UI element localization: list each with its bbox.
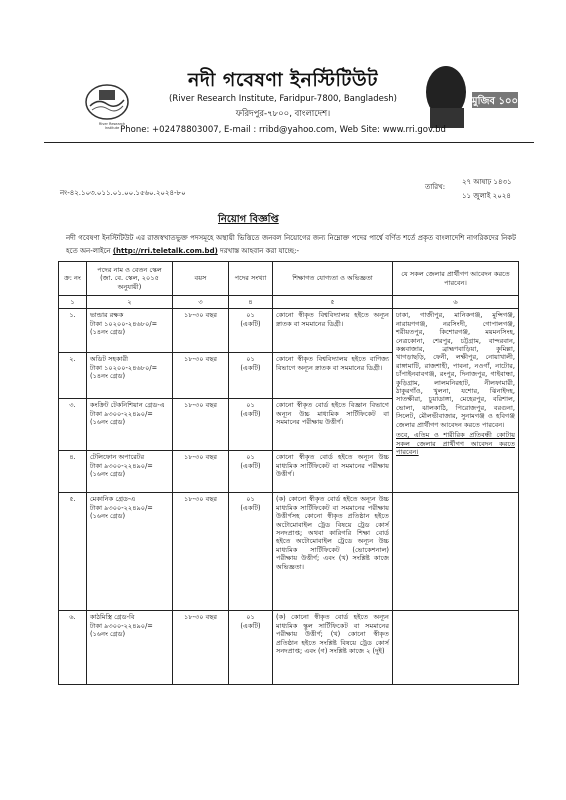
count-cell	[229, 353, 273, 399]
date-bangla: ২৭ আষাঢ় ১৪৩১	[462, 178, 512, 186]
col-header-qualification: শিক্ষাগত যোগ্যতা ও অভিজ্ঞতা	[273, 262, 393, 296]
post-cell	[87, 353, 173, 399]
notice-title: নিয়োগ বিজ্ঞপ্তি	[218, 214, 279, 225]
age-cell: ১৮-৩০ বছর	[173, 611, 229, 685]
logo-caption: River Research Institute	[98, 122, 126, 130]
age-cell: ১৮-৩০ বছর	[173, 493, 229, 611]
post-count: ০১	[246, 495, 255, 504]
age-cell: ১৮-৩০ বছর	[173, 451, 229, 493]
serial-cell: ৬.	[59, 611, 87, 685]
pay-grade: (১৪নং গ্রেড)	[90, 328, 126, 337]
post-count: ০১	[246, 613, 255, 622]
qualification-cell: (ক) কোনো স্বীকৃত বোর্ড হইতে অন্যূন মাধ্যমিক স্কুল সার্টিফিকেট বা সমমানের পরীক্ষায় উত্তীর্ণ; (খ) কোনো স্বীকৃত প্রতিষ্ঠান হইতে সংশ্লিষ্ট বিষয়ে ট্রেড কোর্স সনদপ্রাপ্ত; এবং (গ) সংশ্লিষ্ট কাজে ২ (দুই)	[273, 611, 393, 685]
serial-cell: ৪.	[59, 451, 87, 493]
post-name: কংক্রিট টেকনিশিয়ান গ্রেড-এ	[90, 401, 165, 410]
count-cell	[229, 451, 273, 493]
pay-grade: (১৬নং গ্রেড)	[90, 470, 126, 479]
col-number: ২	[87, 296, 173, 309]
header-divider	[44, 142, 534, 143]
serial-cell: ২.	[59, 353, 87, 399]
pay-grade: (১৬নং গ্রেড)	[90, 512, 126, 521]
post-count-words: (একটি)	[240, 409, 261, 418]
intro-text-end: দরখাস্ত আহবান করা যাচ্ছে:-	[220, 246, 299, 255]
pay-scale: টাকা ৯৩০০-২২৪৯০/=	[90, 409, 153, 418]
qualification-cell: কোনো স্বীকৃত বোর্ড হইতে বিজ্ঞান বিভাগে অন্যূন উচ্চ মাধ্যমিক সার্টিফিকেট বা সমমানের পরীক্ষায় উত্তীর্ণ।	[273, 399, 393, 451]
count-cell	[229, 399, 273, 451]
empty-cell	[393, 611, 519, 685]
col-number: ১	[59, 296, 87, 309]
pay-grade: (১৪নং গ্রেড)	[90, 372, 126, 381]
pay-scale: টাকা ১০২০০-২৪৬৮০/=	[90, 363, 158, 372]
post-cell	[87, 451, 173, 493]
post-cell	[87, 493, 173, 611]
post-count-words: (একটি)	[240, 621, 261, 630]
col-header-districts: যে সকল জেলার প্রার্থীগণ আবেদন করতে পারবেন।	[393, 262, 519, 296]
serial-cell: ৫.	[59, 493, 87, 611]
qualification-cell: কোনো স্বীকৃত বিশ্ববিদ্যালয় হইতে অন্যূন স্নাতক বা সমমানের ডিগ্রী।	[273, 309, 393, 353]
count-cell	[229, 493, 273, 611]
post-name: অডিট সহকারী	[90, 355, 128, 364]
org-name-bn: নদী গবেষণা ইনস্টিটিউট	[188, 69, 378, 91]
qualification-cell: (ক) কোনো স্বীকৃত বোর্ড হইতে অন্যূন উচ্চ মাধ্যমিক সার্টিফিকেট বা সমমানের পরীক্ষায় উত্তীর্ণসহ কোনো স্বীকৃত প্রতিষ্ঠান হইতে অটোমোবাইল ট্রেড বিষয়ে ট্রেড কোর্স সনদপ্রাপ্ত; অথবা কারিগরি শিক্ষা বোর্ড হইতে অটোমোবাইল ট্রেডে অন্যূন উচ্চ মাধ্যমিক সার্টিফিকেট (ভোকেশনাল) পরীক্ষায় উত্তীর্ণ; এবং (খ) সংশ্লিষ্ট কাজে অভিজ্ঞতা।	[273, 493, 393, 611]
post-name: ভান্ডার রক্ষক	[90, 311, 124, 320]
eligible-districts: ঢাকা, গাজীপুর, মানিকগঞ্জ, মুন্সিগঞ্জ, নারায়ণগঞ্জ, নরসিংদী, গোপালগঞ্জ, শরীয়তপুর, কিশোরগঞ্জ, ময়মনসিংহ, নেত্রকোনা, শেরপুর, চট্টগ্রাম, বান্দরবান, কক্সবাজার, ব্রাহ্মণবাড়িয়া, কুমিল্লা, খাগড়াছড়ি, ফেনী, লক্ষীপুর, নোয়াখালী, রাঙ্গামাটি, রাজশাহী, পাবনা, নওগাঁ, নাটোর, চাঁপাইনবাবগঞ্জ, রংপুর, দিনাজপুর, গাইবান্ধা, কুড়িগ্রাম, লালমনিরহাট, নীলফামারী, ঠাকুরগাঁও, খুলনা, যশোর, ঝিনাইদহ, সাতক্ষীরা, চুয়াডাঙ্গা, মেহেরপুর, বরিশাল, ভোলা, ঝালকাঠি, পিরোজপুর, বরগুনা, সিলেট, মৌলভীবাজার, সুনামগঞ্জ ও হবিগঞ্জ জেলার প্রার্থীগণ আবেদন করতে পারবেন।	[396, 311, 515, 429]
pay-grade: (১৬নং গ্রেড)	[90, 630, 126, 639]
portrait-caption: মুজিব ১০০	[472, 96, 518, 107]
col-header-count: পদের সংখ্যা	[229, 262, 273, 296]
post-cell	[87, 309, 173, 353]
memo-number: নং-৪২.১০৩.০১১.০১.০০.১৫৬০.২০২৪-৮০	[60, 189, 186, 197]
post-count: ০১	[246, 453, 255, 462]
pay-scale: টাকা ৯৩০০-২২৪৯০/=	[90, 503, 153, 512]
pay-scale: টাকা ৯৩০০-২২৪৯০/=	[90, 621, 153, 630]
post-cell	[87, 611, 173, 685]
eligible-districts-cell	[393, 309, 519, 493]
vacancy-table	[58, 261, 519, 685]
serial-cell: ৩.	[59, 399, 87, 451]
notice-intro	[66, 232, 516, 257]
age-cell: ১৮-৩০ বছর	[173, 309, 229, 353]
col-number: ৩	[173, 296, 229, 309]
post-count: ০১	[246, 401, 255, 410]
serial-cell: ১.	[59, 309, 87, 353]
org-address: ফরিদপুর-৭৮০০, বাংলাদেশ।	[235, 109, 331, 119]
date-label: তারিখ:	[425, 183, 446, 191]
application-link[interactable]: (http://rri.teletalk.com.bd)	[112, 246, 218, 255]
post-name: কাঠমিস্ত্রি গ্রেড-বি	[90, 613, 135, 622]
column-number-row	[59, 296, 519, 309]
post-name: টেলিফোন অপারেটর	[90, 453, 145, 462]
eligible-note: তবে, এতিম ও শারীরিক প্রতিবন্ধী কোটায় সকল জেলার প্রার্থীগণ আবেদন করতে পারবেন।	[396, 431, 515, 456]
table-row	[59, 309, 519, 353]
org-name-en: (River Research Institute, Faridpur-7800, Bangladesh)	[169, 94, 397, 104]
post-count-words: (একটি)	[240, 503, 261, 512]
pay-scale: টাকা ৯৩০০-২২৪৯০/=	[90, 461, 153, 470]
count-cell	[229, 309, 273, 353]
pay-scale: টাকা ১০২০০-২৪৬৮০/=	[90, 319, 158, 328]
contact-line: Phone: +02478803007, E-mail : rribd@yahoo.com, Web Site: www.rri.gov.bd	[120, 125, 446, 135]
table-header-row	[59, 262, 519, 296]
table-row	[59, 493, 519, 611]
qualification-cell: কোনো স্বীকৃত বোর্ড হইতে অন্যূন উচ্চ মাধ্যমিক সার্টিফিকেট বা সমমানের পরীক্ষায় উত্তীর্ণ।	[273, 451, 393, 493]
post-count-words: (একটি)	[240, 461, 261, 470]
table-row	[59, 611, 519, 685]
age-cell: ১৮-৩০ বছর	[173, 353, 229, 399]
post-count: ০১	[246, 311, 255, 320]
col-number: ৫	[273, 296, 393, 309]
col-header-post: পদের নাম ও বেতন স্কেল (জা. বে. স্কেল, ২০১৫ অনুযায়ী)	[87, 262, 173, 296]
col-header-serial: ক্র: নং	[59, 262, 87, 296]
date-gregorian: ১১ জুলাই ২০২৪	[462, 192, 511, 200]
col-number: ৬	[393, 296, 519, 309]
col-number: ৪	[229, 296, 273, 309]
post-count: ০১	[246, 355, 255, 364]
col-header-age: বয়স	[173, 262, 229, 296]
age-cell: ১৮-৩০ বছর	[173, 399, 229, 451]
post-name: মেকানিক গ্রেড-এ	[90, 495, 136, 504]
post-count-words: (একটি)	[240, 319, 261, 328]
empty-cell	[393, 493, 519, 611]
qualification-cell: কোনো স্বীকৃত বিশ্ববিদ্যালয় হইতে বাণিজ্য বিভাগে অন্যূন স্নাতক বা সমমানের ডিগ্রী।	[273, 353, 393, 399]
post-cell	[87, 399, 173, 451]
intro-text: নদী গবেষণা ইনস্টিটিউট এর রাজস্বখাতভুক্ত পদসমূহে অস্থায়ী ভিত্তিতে জনবল নিয়োগের জন্য নিম্নোক্ত পদের পার্শ্বে বর্ণিত শর্তে প্রকৃত বাংলাদেশি নাগরিকদের নিকট হতে অন-লাইনে	[66, 234, 516, 255]
count-cell	[229, 611, 273, 685]
post-count-words: (একটি)	[240, 363, 261, 372]
pay-grade: (১৬নং গ্রেড)	[90, 418, 126, 427]
